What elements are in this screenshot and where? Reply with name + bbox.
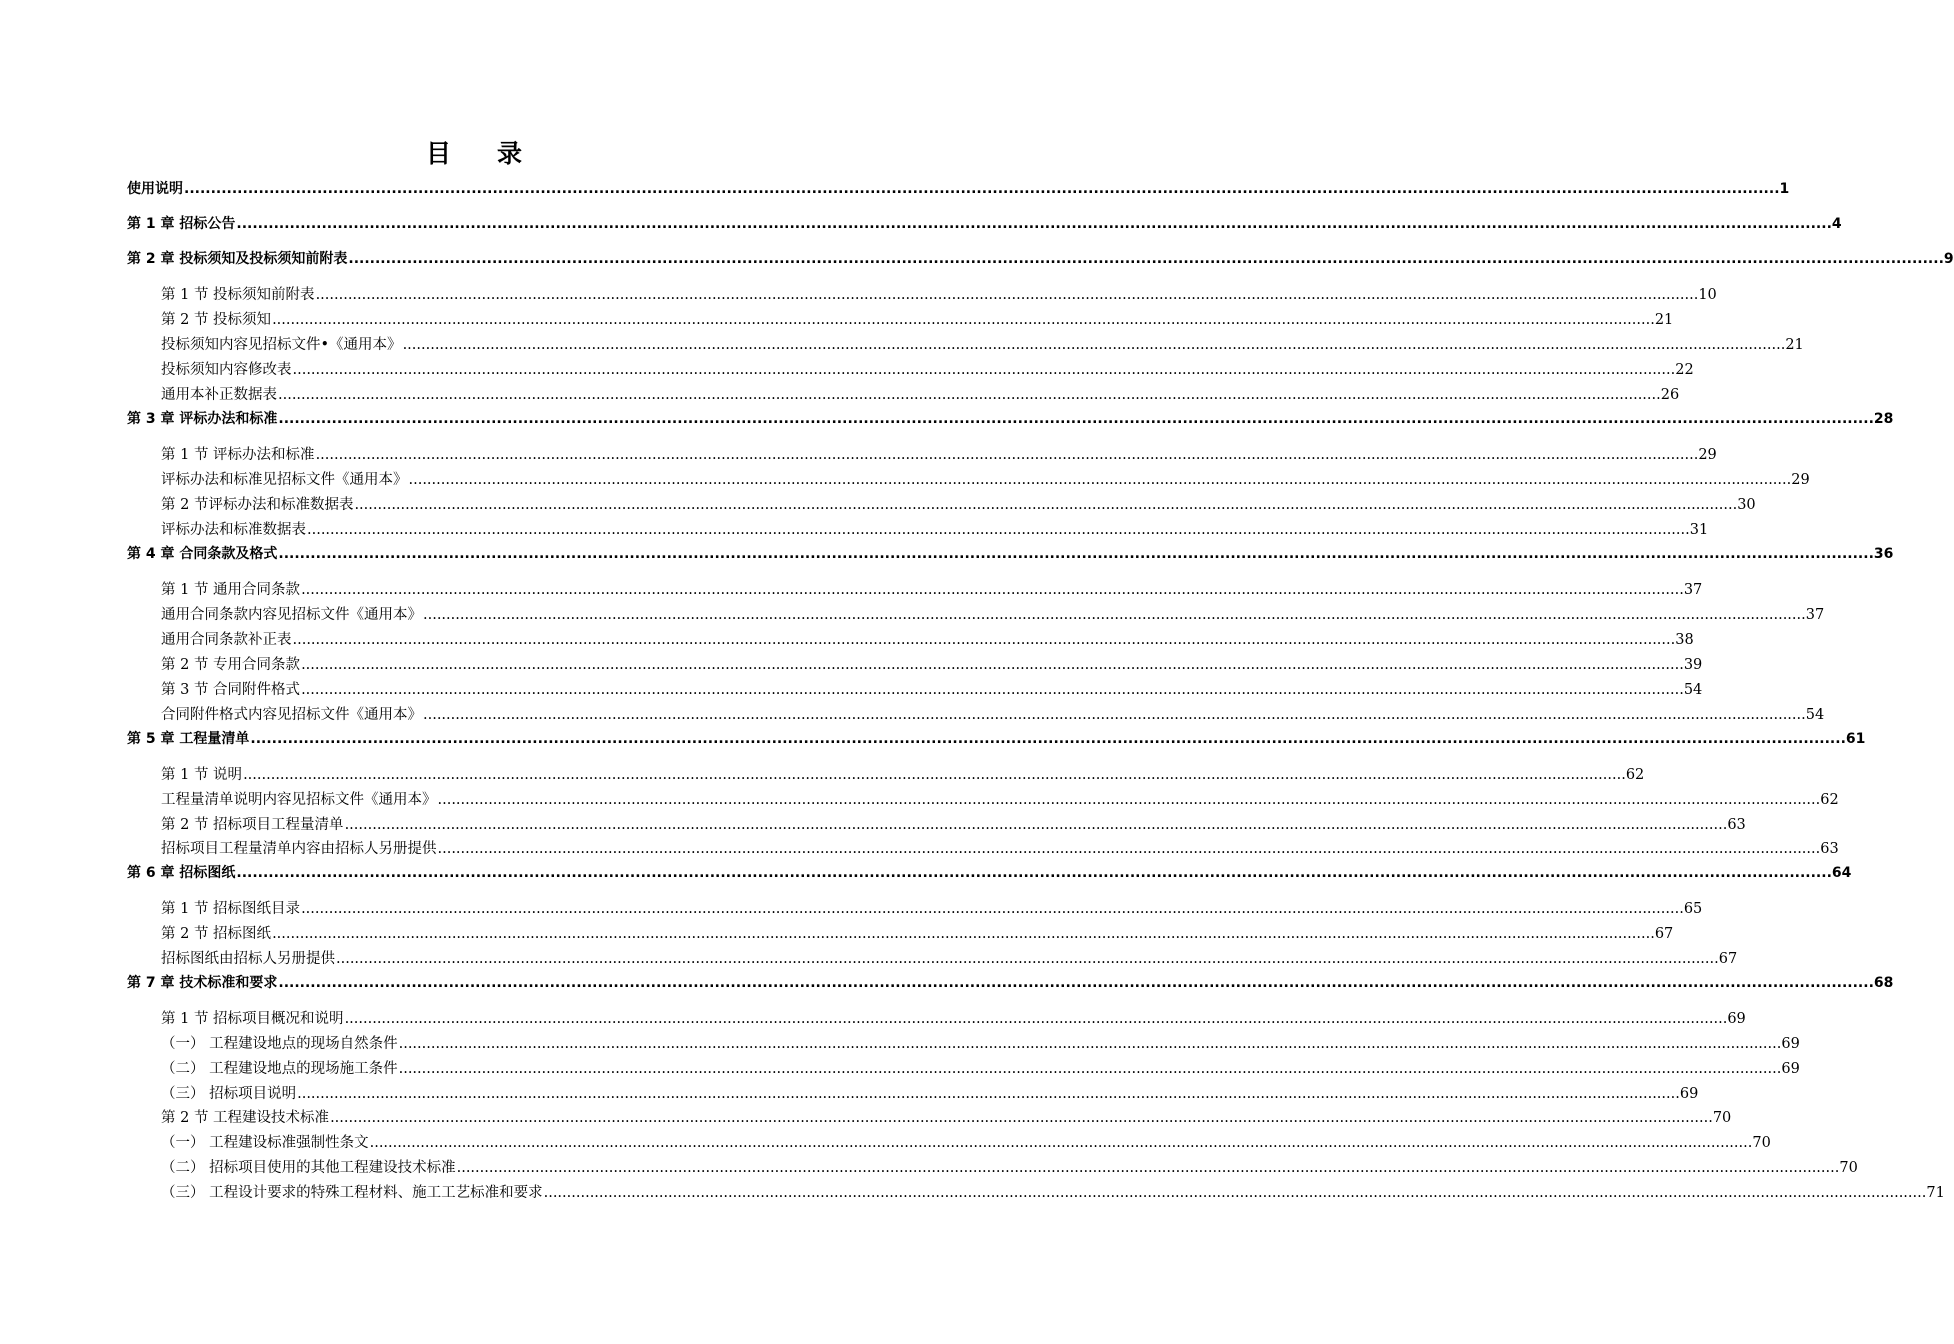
toc-entry[interactable]: 第 3 节 合同附件格式 ............................................................................................................................................................................................................................................................................................................ 54 (161, 682, 1703, 698)
toc-entry[interactable]: 第 1 节 评标办法和标准 ............................................................................................................................................................................................................................................................................................................ 29 (161, 447, 1717, 463)
toc-entry[interactable]: 第 2 节 招标图纸 ............................................................................................................................................................................................................................................................................................................ 67 (161, 926, 1674, 942)
toc-entry[interactable]: 第 2 节 专用合同条款 ............................................................................................................................................................................................................................................................................................................ 39 (161, 657, 1703, 673)
toc-entry[interactable]: 合同附件格式内容见招标文件《通用本》 ............................................................................................................................................................................................................................................................................................................ 54 (161, 707, 1825, 723)
toc-entry[interactable]: 第 1 节 投标须知前附表 ............................................................................................................................................................................................................................................................................................................ 10 (161, 287, 1717, 303)
toc-entry[interactable]: 第 1 章 招标公告 ............................................................................................................................................................................................................................................................................................................ 4 (127, 216, 1842, 232)
toc-entry[interactable]: 第 1 节 招标项目概况和说明 ............................................................................................................................................................................................................................................................................................................ 69 (161, 1011, 1746, 1027)
toc-entry[interactable]: 使用说明 ............................................................................................................................................................................................................................................................................................................ 1 (127, 181, 1790, 197)
toc-entry[interactable]: 第 7 章 技术标准和要求 ............................................................................................................................................................................................................................................................................................................ 68 (127, 975, 1894, 991)
toc-entry[interactable]: 通用合同条款内容见招标文件《通用本》 ............................................................................................................................................................................................................................................................................................................ 37 (161, 607, 1825, 623)
toc-entry[interactable]: 招标图纸由招标人另册提供 ............................................................................................................................................................................................................................................................................................................ 67 (161, 951, 1738, 967)
toc-entry[interactable]: 第 6 章 招标图纸 ............................................................................................................................................................................................................................................................................................................ 64 (127, 865, 1852, 881)
toc-entry[interactable]: 第 2 节 投标须知 ............................................................................................................................................................................................................................................................................................................ 21 (161, 312, 1674, 328)
toc-entry[interactable]: 通用本补正数据表 ............................................................................................................................................................................................................................................................................................................ 26 (161, 387, 1680, 403)
toc-entry[interactable]: （一） 工程建设地点的现场自然条件 ............................................................................................................................................................................................................................................................................................................ 69 (161, 1036, 1800, 1052)
toc-entry[interactable]: 第 1 节 通用合同条款 ............................................................................................................................................................................................................................................................................................................ 37 (161, 582, 1703, 598)
toc-entry[interactable]: （二） 招标项目使用的其他工程建设技术标准 ............................................................................................................................................................................................................................................................................................................ 70 (161, 1160, 1858, 1176)
toc-entry[interactable]: 评标办法和标准见招标文件《通用本》 ............................................................................................................................................................................................................................................................................................................ 29 (161, 472, 1810, 488)
toc-entry[interactable]: 第 1 节 招标图纸目录 ............................................................................................................................................................................................................................................................................................................ 65 (161, 901, 1703, 917)
toc-entry[interactable]: 第 3 章 评标办法和标准 ............................................................................................................................................................................................................................................................................................................ 28 (127, 411, 1894, 427)
toc-entry[interactable]: 工程量清单说明内容见招标文件《通用本》 ............................................................................................................................................................................................................................................................................................................ 62 (161, 792, 1839, 808)
toc-entry[interactable]: （三） 工程设计要求的特殊工程材料、施工工艺标准和要求 ............................................................................................................................................................................................................................................................................................................ 71 (161, 1185, 1945, 1201)
toc-entry[interactable]: （二） 工程建设地点的现场施工条件 ............................................................................................................................................................................................................................................................................................................ 69 (161, 1061, 1800, 1077)
toc-entry[interactable]: （一） 工程建设标准强制性条文 ............................................................................................................................................................................................................................................................................................................ 70 (161, 1135, 1771, 1151)
toc-entry[interactable]: 第 5 章 工程量清单 ............................................................................................................................................................................................................................................................................................................ 61 (127, 731, 1866, 747)
toc-entry[interactable]: 投标须知内容修改表 ............................................................................................................................................................................................................................................................................................................ 22 (161, 362, 1694, 378)
toc-entry[interactable]: 第 2 节 招标项目工程量清单 ............................................................................................................................................................................................................................................................................................................ 63 (161, 817, 1746, 833)
toc-entry[interactable]: 第 2 节 工程建设技术标准 ............................................................................................................................................................................................................................................................................................................ 70 (161, 1110, 1732, 1126)
toc-entry[interactable]: （三） 招标项目说明 ............................................................................................................................................................................................................................................................................................................ 69 (161, 1086, 1699, 1102)
toc-entry[interactable]: 评标办法和标准数据表 ............................................................................................................................................................................................................................................................................................................ 31 (161, 522, 1709, 538)
toc-entry[interactable]: 第 1 节 说明 ............................................................................................................................................................................................................................................................................................................ 62 (161, 767, 1645, 783)
toc-entry[interactable]: 通用合同条款补正表 ............................................................................................................................................................................................................................................................................................................ 38 (161, 632, 1694, 648)
toc-entry[interactable]: 第 2 节 评标办法和标准数据表 ............................................................................................................................................................................................................................................................................................................ 30 (161, 497, 1756, 513)
toc-entry[interactable]: 第 4 章 合同条款及格式 ............................................................................................................................................................................................................................................................................................................ 36 (127, 546, 1894, 562)
toc-entry[interactable]: 招标项目工程量清单内容由招标人另册提供 ............................................................................................................................................................................................................................................................................................................ 63 (161, 841, 1839, 857)
page-title: 目 录 (425, 139, 525, 168)
toc-entry[interactable]: 投标须知内容见招标文件•《通用本》 ............................................................................................................................................................................................................................................................................................................ 21 (161, 337, 1804, 353)
toc-entry[interactable]: 第 2 章 投标须知及投标须知前附表 ............................................................................................................................................................................................................................................................................................................ 9 (127, 251, 1954, 267)
